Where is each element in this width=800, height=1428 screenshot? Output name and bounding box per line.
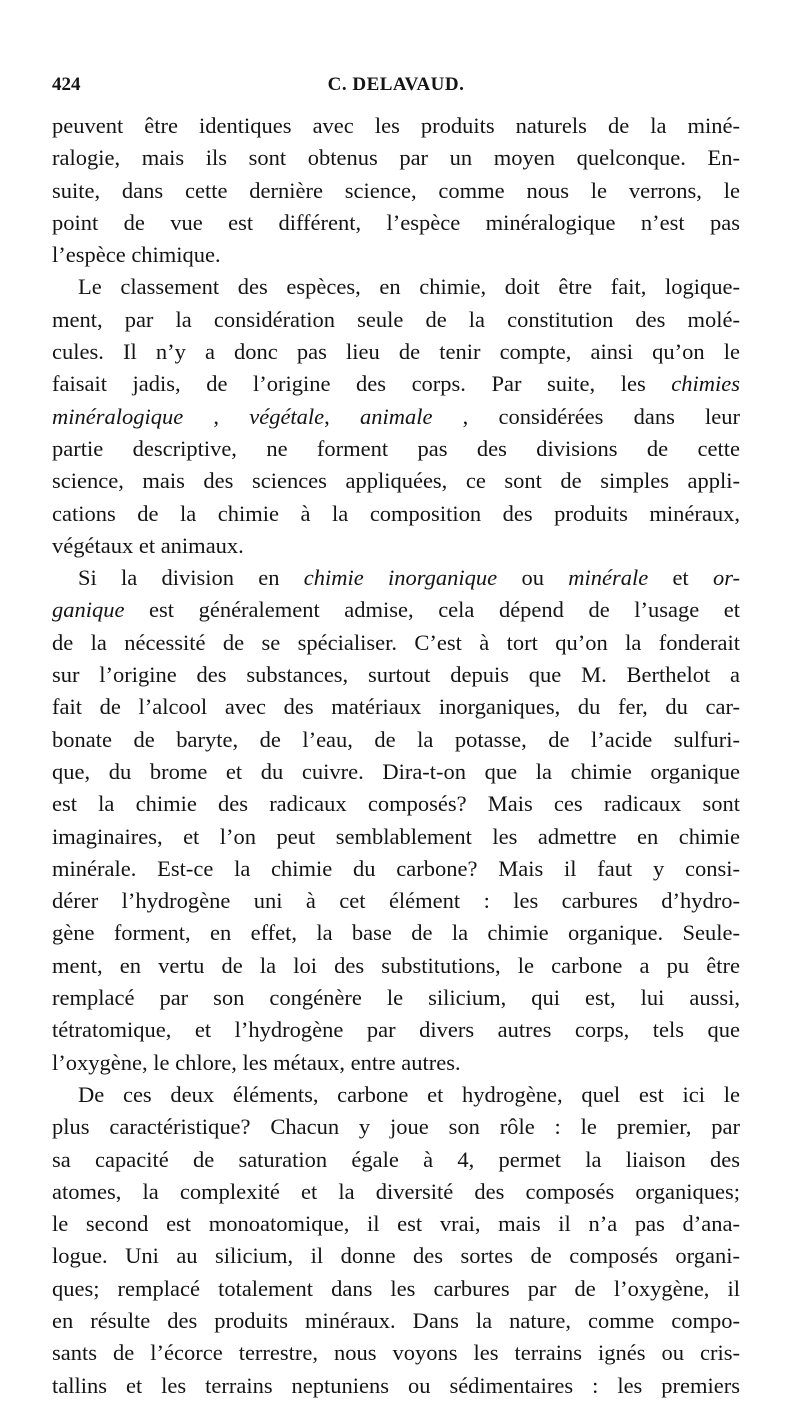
text-line: ralogie, mais ils sont obtenus par un moyen quelconque. En- [52,145,740,171]
italic-term: animale [359,403,433,429]
text-line: science, mais des sciences appliquées, ce sont de simples appli- [52,468,740,494]
text-line-italic-mix: Si la division en chimie inorganique ou minérale et or- [78,565,741,591]
body-text [52,110,740,1402]
text-line: dérer l’hydrogène uni à cet élément : les carbures d’hydro- [52,888,740,914]
italic-term: minérale [568,565,649,591]
text-line: le second est monoatomique, il est vrai, mais il n’a pas d’ana- [52,1211,740,1237]
text-line: sur l’origine des substances, surtout depuis que M. Berthelot a [52,662,740,688]
text-line: imaginaires, et l’on peut semblablement les admettre en chimie [52,823,740,849]
text-line: cules. Il n’y a donc pas lieu de tenir compte, ainsi qu’on le [52,339,740,365]
text-line: de la nécessité de se spécialiser. C’est à tort qu’on la fonderait [52,629,740,655]
text-line: De ces deux éléments, carbone et hydrogène, quel est ici le [78,1081,740,1107]
text-line: sa capacité de saturation égale à 4, permet la liaison des [52,1146,740,1172]
text-line: végétaux et animaux. [52,532,244,558]
text-line [52,368,740,400]
text-line: fait de l’alcool avec des matériaux inorganiques, du fer, du car- [52,694,740,720]
text-line: ment, par la considération seule de la constitution des molé- [52,306,740,332]
text-line: Le classement des espèces, en chimie, doit être fait, logique- [78,274,740,300]
italic-term: végétale [249,403,325,429]
text-line: partie descriptive, ne forment pas des divisions de cette [52,435,740,461]
text-line: gène forment, en effet, la base de la chimie organique. Seule- [52,920,740,946]
text-line: sants de l’écorce terrestre, nous voyons les terrains ignés ou cris- [52,1340,740,1366]
text-line: est la chimie des radicaux composés? Mais ces radicaux sont [52,791,740,817]
text-line: suite, dans cette dernière science, comme nous le verrons, le [52,177,740,203]
text-line: logue. Uni au silicium, il donne des sortes de composés organi- [52,1243,740,1269]
text-line: remplacé par son congénère le silicium, qui est, lui aussi, [52,985,740,1011]
text-line: l’oxygène, le chlore, les métaux, entre autres. [52,1049,461,1075]
text-line: ques; remplacé totalement dans les carbures par de l’oxygène, il [52,1275,740,1301]
italic-term: chimie inorganique [303,565,498,591]
page-header [52,74,740,102]
italic-term: chimies [671,371,740,397]
page-number: 424 [52,74,81,95]
text-line: tallins et les terrains neptuniens ou sédimentaires : les premiers [52,1372,740,1398]
text-line-italic-mix: ganique est généralement admise, cela dépend de l’usage et [52,597,740,623]
text-line: ment, en vertu de la loi des substitutions, le carbone a pu être [52,952,740,978]
text-line: minérale. Est-ce la chimie du carbone? Mais il faut y consi- [52,855,740,881]
text-line: peuvent être identiques avec les produits naturels de la miné- [52,113,740,138]
text-line: atomes, la complexité et la diversité des composés organiques; [52,1178,740,1204]
running-head: C. DELAVAUD. [327,74,465,95]
text-line: tétratomique, et l’hydrogène par divers autres corps, tels que [52,1017,740,1043]
text-line: plus caractéristique? Chacun y joue son rôle : le premier, par [52,1114,740,1140]
italic-term: minéralogique [52,403,184,429]
text-line: en résulte des produits minéraux. Dans la nature, comme compo- [52,1307,740,1333]
italic-term: or- [712,565,741,591]
text-line: l’espèce chimique. [52,242,221,268]
text-line: point de vue est différent, l’espèce minéralogique n’est pas [52,209,740,235]
text-line: cations de la chimie à la composition des produits minéraux, [52,500,740,526]
text-line: bonate de baryte, de l’eau, de la potasse, de l’acide sulfuri- [52,726,740,752]
text-line-italic-mix: minéralogique , végétale, animale , considérées dans leur [52,403,740,429]
line-text: faisait jadis, de l’origine des corps. Par suite, les chimies [52,371,740,397]
text-line: que, du brome et du cuivre. Dira-t-on que la chimie organique [52,758,740,784]
italic-term: ganique [52,597,125,623]
